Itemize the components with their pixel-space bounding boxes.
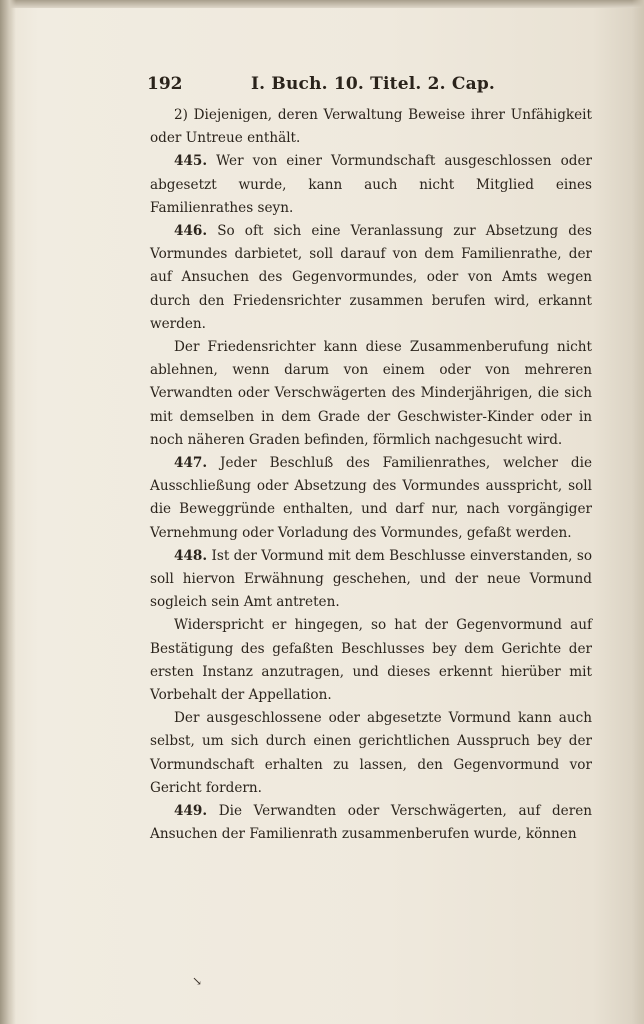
paragraph xyxy=(150,545,592,615)
page-header xyxy=(147,74,592,100)
paragraph-number: 447. xyxy=(174,455,208,472)
paragraph xyxy=(150,150,592,220)
paragraph xyxy=(150,104,592,150)
paragraph xyxy=(150,614,592,707)
paragraph xyxy=(150,336,592,452)
paragraph-text: Jeder Beschluß des Familienrathes, welcher die Ausschließung oder Absetzung des Vormundes ausspricht, soll die Beweggründe enthalten, und darf nur, nach vorgängiger Vernehmung oder Vorladung des Vormundes, gefaßt werden. xyxy=(150,455,592,541)
paragraph-number: 449. xyxy=(174,803,208,820)
paragraph-text: Wer von einer Vormundschaft ausgeschlossen oder abgesetzt wurde, kann auch nicht Mitglied eines Familienrathes seyn. xyxy=(150,153,592,216)
running-head: I. Buch. 10. Titel. 2. Cap. xyxy=(251,74,496,94)
paragraph-text: Ist der Vormund mit dem Beschlusse einverstanden, so soll hiervon Erwähnung geschehen, und der neue Vormund sogleich sein Amt antreten. xyxy=(150,547,593,611)
paragraph-text: Die Verwandten oder Verschwägerten, auf deren Ansuchen der Familienrath zusammenberufen wurde, können xyxy=(150,803,592,843)
paragraph-text: So oft sich eine Veranlassung zur Absetzung des Vormundes darbietet, soll darauf von dem Familienrathe, der auf Ansuchen des Gegenvormundes, oder von Amts wegen durch den Friedensrichter zusammen berufen wird, erkannt werden. xyxy=(150,223,592,332)
printer-mark: ↘ xyxy=(192,974,203,988)
paragraph-number: 445. xyxy=(174,153,208,170)
paragraph xyxy=(150,220,592,336)
page-right-edge xyxy=(632,0,644,1024)
paragraph-number: 446. xyxy=(174,223,208,240)
paragraph-text: Der Friedensrichter kann diese Zusammenberufung nicht ablehnen, wenn darum von einem oder von mehreren Verwandten oder Verschwägerten des Minderjährigen, die sich mit demselben in dem Grade der Geschwister-Kinder oder in noch näheren Graden befinden, förmlich nachgesucht wird. xyxy=(150,339,592,448)
paragraph xyxy=(150,800,592,846)
paragraph xyxy=(150,452,592,545)
page-left-edge xyxy=(0,0,16,1024)
paragraph xyxy=(150,707,592,800)
paragraph-number: 448. xyxy=(174,547,208,564)
paragraph-text: 2) Diejenigen, deren Verwaltung Beweise ihrer Unfähigkeit oder Untreue enthält. xyxy=(150,107,592,147)
text-column xyxy=(150,104,592,847)
page-number: 192 xyxy=(147,74,183,94)
page-top-edge xyxy=(0,0,644,8)
paragraph-text: Widerspricht er hingegen, so hat der Gegenvormund auf Bestätigung des gefaßten Beschlusses bey dem Gerichte der ersten Instanz anzutragen, und dieses erkennt hierüber mit Vorbehalt der Appellation. xyxy=(150,617,592,704)
paragraph-text: Der ausgeschlossene oder abgesetzte Vormund kann auch selbst, um sich durch einen gerichtlichen Ausspruch bey der Vormundschaft erhalten zu lassen, den Gegenvormund vor Gericht fordern. xyxy=(150,710,592,796)
